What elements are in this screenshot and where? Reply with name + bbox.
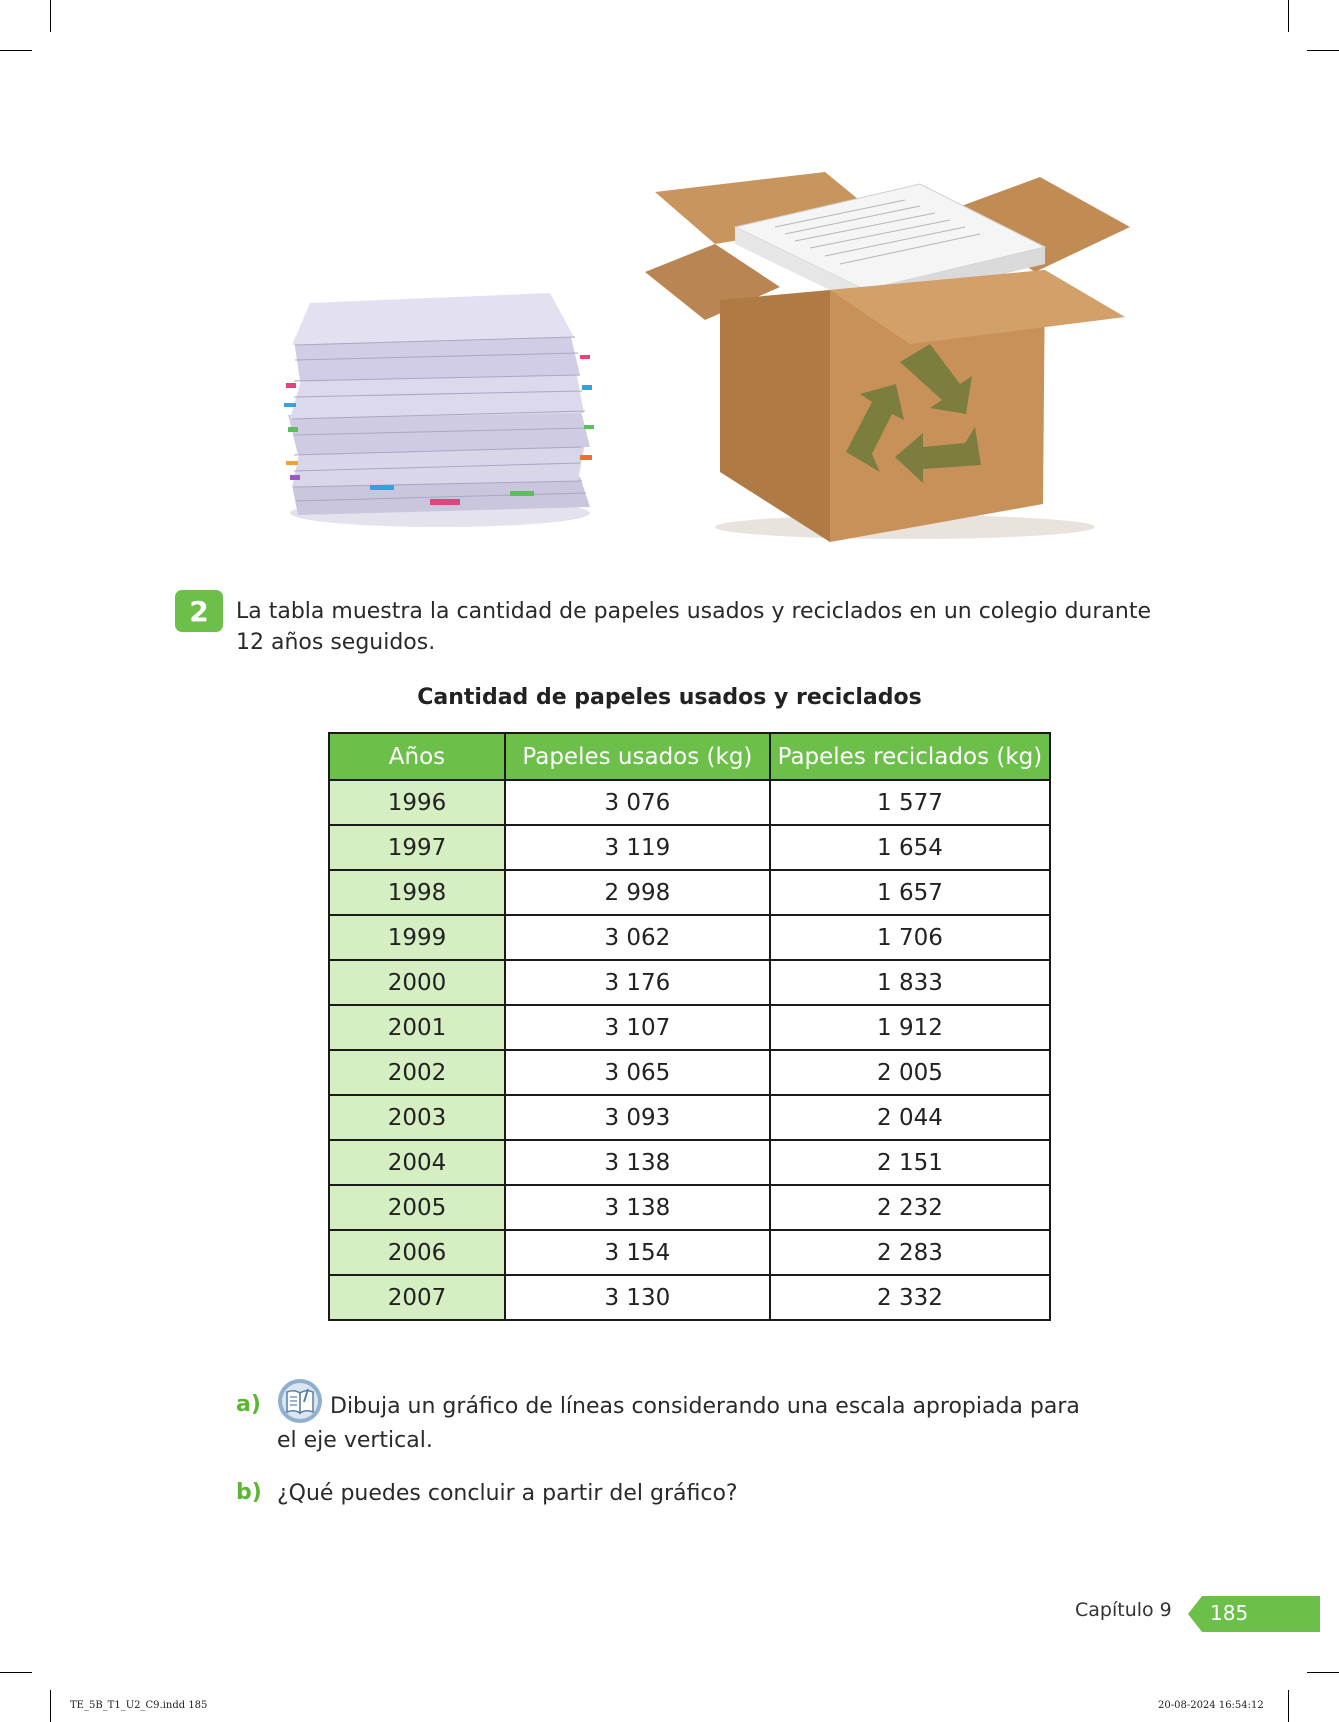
year-cell: 1997 [329,825,505,870]
used-cell: 2 998 [505,870,770,915]
chapter-label: Capítulo 9 [1075,1599,1172,1621]
exercise-statement: La tabla muestra la cantidad de papeles usados y reciclados en un colegio durante 12 años seguidos. [236,599,1151,655]
used-cell: 3 107 [505,1005,770,1050]
recycled-cell: 2 005 [770,1050,1050,1095]
crop-mark [1288,1690,1289,1722]
question-b-letter: b) [236,1480,262,1505]
used-cell: 3 065 [505,1050,770,1095]
question-a-letter: a) [236,1392,261,1417]
year-cell: 2003 [329,1095,505,1140]
year-cell: 1999 [329,915,505,960]
recycled-cell: 1 577 [770,780,1050,825]
crop-mark [1288,0,1289,32]
year-cell: 2002 [329,1050,505,1095]
page-number-tab [1188,1596,1320,1632]
used-cell: 3 154 [505,1230,770,1275]
recycled-cell: 1 657 [770,870,1050,915]
crop-mark [50,0,51,32]
table-row [329,1050,1050,1095]
recycled-cell: 2 283 [770,1230,1050,1275]
recycled-cell: 1 654 [770,825,1050,870]
file-slug: TE_5B_T1_U2_C9.indd 185 [70,1700,208,1711]
used-cell: 3 138 [505,1140,770,1185]
year-cell: 1996 [329,780,505,825]
recycling-box-illustration [645,172,1135,547]
year-cell: 2000 [329,960,505,1005]
table-row [329,825,1050,870]
year-cell: 2004 [329,1140,505,1185]
recycled-cell: 2 044 [770,1095,1050,1140]
year-cell: 2001 [329,1005,505,1050]
print-timestamp: 20-08-2024 16:54:12 [1158,1700,1264,1711]
exercise-number-badge: 2 [175,590,223,632]
crop-mark [50,1690,51,1722]
table-row [329,780,1050,825]
recycled-cell: 1 912 [770,1005,1050,1050]
table-row [329,870,1050,915]
used-cell: 3 119 [505,825,770,870]
table-header-row [329,733,1050,780]
crop-mark [1307,1672,1339,1673]
notebook-icon [277,1378,323,1424]
header-years: Años [329,733,505,780]
year-cell: 2007 [329,1275,505,1320]
table-row [329,960,1050,1005]
page-number: 185 [1210,1601,1249,1625]
crop-mark [1307,50,1339,51]
table-row [329,1095,1050,1140]
year-cell: 2005 [329,1185,505,1230]
year-cell: 1998 [329,870,505,915]
header-used-paper: Papeles usados (kg) [505,733,770,780]
table-row [329,915,1050,960]
table-row [329,1185,1050,1230]
recycled-cell: 2 151 [770,1140,1050,1185]
used-cell: 3 176 [505,960,770,1005]
recycled-cell: 1 833 [770,960,1050,1005]
used-cell: 3 138 [505,1185,770,1230]
used-cell: 3 093 [505,1095,770,1140]
year-cell: 2006 [329,1230,505,1275]
used-cell: 3 130 [505,1275,770,1320]
question-b-text: ¿Qué puedes concluir a partir del gráfico? [277,1481,738,1506]
recycled-cell: 2 232 [770,1185,1050,1230]
paper-stack-illustration [280,285,620,535]
table-row [329,1140,1050,1185]
crop-mark [0,50,32,51]
question-a-text-line1: Dibuja un gráfico de líneas considerando una escala apropiada para [330,1394,1080,1419]
header-recycled-paper: Papeles reciclados (kg) [770,733,1050,780]
table-row [329,1230,1050,1275]
crop-mark [0,1672,32,1673]
used-cell: 3 062 [505,915,770,960]
paper-data-table [328,732,1051,1321]
recycled-cell: 2 332 [770,1275,1050,1320]
recycled-cell: 1 706 [770,915,1050,960]
table-row [329,1005,1050,1050]
question-a-text-line2: el eje vertical. [277,1428,433,1453]
used-cell: 3 076 [505,780,770,825]
table-title: Cantidad de papeles usados y reciclados [417,685,922,710]
table-row [329,1275,1050,1320]
